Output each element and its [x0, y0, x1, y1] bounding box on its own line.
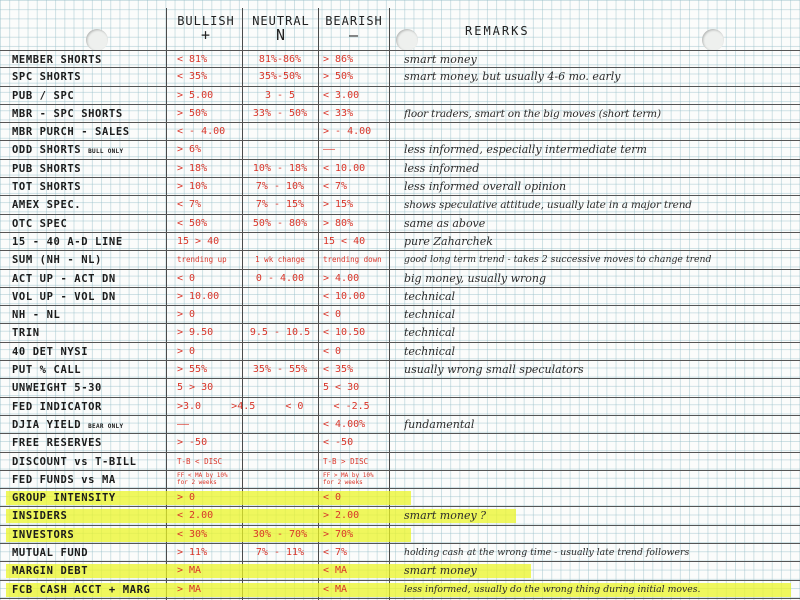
indicator-name: MUTUAL FUND: [12, 547, 89, 560]
table-row: [0, 562, 800, 580]
bearish-header-label: BEARISH: [325, 14, 383, 28]
bullish-header-symbol: +: [200, 26, 212, 44]
indicator-label: [12, 489, 164, 507]
indicator-table: [0, 50, 800, 599]
indicator-label: [12, 581, 164, 599]
table-row: [0, 489, 800, 507]
table-row: [0, 178, 800, 196]
remark-text: smart money, but usually 4-6 mo. early: [404, 70, 621, 84]
indicator-name: NH - NL: [12, 309, 61, 322]
table-row: [0, 141, 800, 159]
bullish-value: 5 > 30: [177, 382, 214, 394]
table-row: [0, 87, 800, 105]
table-row: [0, 251, 800, 269]
bearish-header: [318, 14, 390, 42]
neutral-value: 9.5 - 10.5: [249, 327, 311, 339]
table-row: [0, 398, 800, 416]
indicator-label: [12, 544, 164, 562]
remark-text: [404, 87, 789, 105]
bullish-header: [170, 14, 242, 42]
bearish-value: < 10.00: [323, 162, 366, 174]
indicator-name: 40 DET NYSI: [12, 345, 89, 358]
bullish-value: > 0: [177, 345, 196, 357]
bearish-value: > 4.00: [323, 272, 360, 284]
indicator-name: DJIA YIELD: [12, 418, 82, 431]
bullish-value: FF < MA by 10% for 2 weeks: [177, 471, 228, 486]
indicator-name: TOT SHORTS: [12, 181, 82, 194]
table-row: [0, 50, 800, 68]
indicator-label: [12, 251, 164, 269]
bullish-value: > MA: [177, 565, 202, 577]
bullish-value: trending up: [177, 255, 227, 265]
indicator-name: ODD SHORTS: [12, 144, 82, 157]
table-row: [0, 544, 800, 562]
neutral-value: 50% - 80%: [252, 217, 308, 229]
table-row: [0, 434, 800, 452]
neutral-value: 35%-50%: [258, 71, 302, 83]
bullish-value: < 0: [177, 272, 196, 284]
bullish-value: > 11%: [177, 547, 208, 559]
neutral-value: [244, 233, 316, 251]
table-row: [0, 471, 800, 489]
bullish-value: > 55%: [177, 364, 208, 376]
bearish-value: > 50%: [323, 71, 354, 83]
neutral-value: [244, 507, 316, 525]
remark-text: technical: [404, 308, 456, 322]
bearish-value: FF > MA by 10% for 2 weeks: [323, 471, 374, 486]
table-row: [0, 123, 800, 141]
neutral-value: 7% - 15%: [255, 199, 305, 211]
remarks-header: REMARKS: [465, 24, 530, 38]
remark-text: holding cash at the wrong time - usually late trend followers: [404, 547, 690, 559]
indicator-label: [12, 398, 164, 416]
remark-text: [404, 123, 789, 141]
indicator-name: FED FUNDS vs MA: [12, 473, 116, 486]
bullish-value: T-B < DISC: [177, 456, 223, 466]
bullish-value: > MA: [177, 583, 202, 595]
neutral-value: 0 - 4.00: [255, 272, 305, 284]
indicator-name: PUB / SPC: [12, 89, 75, 102]
bearish-value: trending down: [323, 255, 382, 265]
indicator-name: UNWEIGHT 5-30: [12, 382, 102, 395]
remark-text: usually wrong small speculators: [404, 363, 584, 377]
bearish-value: > 80%: [323, 217, 354, 229]
table-row: [0, 581, 800, 599]
bearish-value: T-B > DISC: [323, 456, 369, 466]
neutral-value: [244, 562, 316, 580]
bullish-value: > 6%: [177, 144, 202, 156]
bearish-header-symbol: –: [348, 26, 360, 44]
bullish-value: > 0: [177, 492, 196, 504]
bearish-value: > 86%: [323, 54, 354, 65]
table-row: [0, 215, 800, 233]
bearish-value: ——: [323, 144, 336, 156]
indicator-label: [12, 160, 164, 178]
neutral-value: [244, 379, 316, 397]
table-row: [0, 233, 800, 251]
neutral-header: [244, 14, 318, 42]
neutral-value: [244, 306, 316, 324]
neutral-value: [244, 453, 316, 471]
remark-text: [404, 434, 789, 452]
indicator-label: [12, 270, 164, 288]
bearish-value: < 3.00: [323, 89, 360, 101]
bearish-value: < 0: [323, 309, 342, 321]
indicator-name: ACT UP - ACT DN: [12, 272, 116, 285]
remark-text: pure Zaharchek: [404, 234, 493, 248]
indicator-label: [12, 306, 164, 324]
neutral-value: 1 wk change: [255, 255, 305, 265]
indicator-label: [12, 123, 164, 141]
neutral-value: 7% - 11%: [255, 547, 305, 559]
indicator-label: [12, 453, 164, 471]
table-row: [0, 379, 800, 397]
bearish-value: > 15%: [323, 199, 354, 211]
neutral-value: [244, 472, 316, 490]
bearish-value: < 7%: [323, 181, 348, 193]
bearish-value: < -50: [323, 437, 354, 449]
bearish-value: < 4.00%: [323, 418, 366, 430]
indicator-name: FREE RESERVES: [12, 437, 102, 450]
bullish-value: > 50%: [177, 107, 208, 119]
neutral-value: [244, 141, 316, 159]
indicator-name: FCB CASH ACCT + MARG: [12, 583, 151, 596]
neutral-value: [244, 416, 316, 434]
table-row: [0, 416, 800, 434]
indicator-name: AMEX SPEC.: [12, 199, 82, 212]
indicator-label: [12, 526, 164, 544]
bullish-value: > 18%: [177, 162, 208, 174]
indicator-qualifier: BULL ONLY: [88, 148, 124, 156]
table-row: [0, 270, 800, 288]
remark-text: big money, usually wrong: [404, 271, 547, 285]
remark-text: [404, 398, 789, 416]
bullish-value: < 2.00: [177, 510, 214, 522]
remark-text: technical: [404, 326, 456, 340]
indicator-name: MBR - SPC SHORTS: [12, 107, 123, 120]
bullish-value: < 50%: [177, 217, 208, 229]
indicator-name: 15 - 40 A-D LINE: [12, 235, 123, 248]
neutral-value: [244, 288, 316, 306]
neutral-value: 33% - 50%: [252, 107, 308, 119]
neutral-value: 3 - 5: [264, 89, 296, 101]
punch-hole-left: [86, 29, 108, 51]
neutral-value: 81%-86%: [258, 54, 302, 65]
bearish-value: 5 < 30: [323, 382, 360, 394]
remark-text: [404, 453, 789, 471]
neutral-value: [244, 581, 316, 599]
bullish-value: > 5.00: [177, 89, 214, 101]
bearish-value: < 10.00: [323, 290, 366, 302]
bearish-value: > - 4.00: [323, 126, 372, 138]
bullish-header-label: BULLISH: [177, 14, 235, 28]
neutral-value: [244, 489, 316, 507]
indicator-label: [12, 562, 164, 580]
remark-text: smart money: [404, 53, 477, 66]
indicator-label: [12, 178, 164, 196]
neutral-value: 7% - 10%: [255, 181, 305, 193]
table-row: [0, 343, 800, 361]
bullish-value: < 35%: [177, 71, 208, 83]
indicator-name: DISCOUNT vs T-BILL: [12, 455, 137, 468]
remark-text: [404, 379, 789, 397]
bearish-value: < 10.50: [323, 327, 366, 339]
table-row: [0, 196, 800, 214]
indicator-label: [12, 68, 164, 86]
neutral-value: [244, 434, 316, 452]
indicator-name: FED INDICATOR: [12, 400, 102, 413]
remark-text: floor traders, smart on the big moves (short term): [404, 107, 661, 120]
indicator-label: [12, 434, 164, 452]
neutral-value: [244, 123, 316, 141]
table-row: [0, 526, 800, 544]
indicator-name: SPC SHORTS: [12, 71, 82, 84]
neutral-value: [244, 343, 316, 361]
indicator-label: [12, 361, 164, 379]
table-row: [0, 453, 800, 471]
table-row: [0, 68, 800, 86]
remark-text: smart money: [404, 564, 477, 578]
indicator-name: PUB SHORTS: [12, 162, 82, 175]
bullish-value: > -50: [177, 437, 208, 449]
indicator-name: MARGIN DEBT: [12, 565, 89, 578]
bearish-value: 15 < 40: [323, 235, 366, 247]
bearish-value: > 70%: [323, 528, 354, 540]
bullish-value: > 9.50: [177, 327, 214, 339]
indicator-qualifier: BEAR ONLY: [88, 422, 124, 430]
indicator-label: [12, 51, 164, 69]
remark-text: technical: [404, 344, 456, 358]
neutral-header-label: NEUTRAL: [252, 14, 310, 28]
remark-text: technical: [404, 289, 456, 303]
punch-hole-middle: [396, 29, 418, 51]
indicator-label: [12, 324, 164, 342]
punch-hole-right: [702, 29, 724, 51]
remark-text: smart money ?: [404, 509, 487, 523]
bullish-value: > 0: [177, 309, 196, 321]
remark-text: [404, 471, 789, 489]
neutral-value: 30% - 70%: [252, 528, 308, 540]
fed-indicator-values: >3.0 >4.5 < 0 < -2.5: [177, 400, 370, 412]
table-row: [0, 105, 800, 123]
indicator-label: [12, 343, 164, 361]
bullish-value: 15 > 40: [177, 235, 220, 247]
bullish-value: < 7%: [177, 199, 202, 211]
bearish-value: < MA: [323, 565, 348, 577]
indicator-name: GROUP INTENSITY: [12, 492, 116, 505]
indicator-name: TRIN: [12, 327, 40, 340]
remark-text: [404, 489, 789, 507]
bullish-value: ——: [177, 418, 190, 430]
remark-text: less informed, usually do the wrong thing during initial moves.: [404, 583, 701, 595]
indicator-name: INVESTORS: [12, 528, 75, 541]
remark-text: [404, 526, 789, 544]
indicator-name: MBR PURCH - SALES: [12, 126, 130, 139]
remark-text: good long term trend - takes 2 successive moves to change trend: [404, 254, 712, 266]
table-row: [0, 361, 800, 379]
table-row: [0, 160, 800, 178]
bearish-value: < 7%: [323, 547, 348, 559]
indicator-label: [12, 141, 164, 159]
indicator-name: INSIDERS: [12, 510, 68, 523]
indicator-name: SUM (NH - NL): [12, 254, 102, 267]
indicator-label: [12, 233, 164, 251]
bearish-value: > 2.00: [323, 510, 360, 522]
bearish-value: < 0: [323, 345, 342, 357]
remark-text: less informed: [404, 161, 480, 175]
indicator-name: MEMBER SHORTS: [12, 54, 102, 66]
indicator-label: [12, 379, 164, 397]
table-row: [0, 324, 800, 342]
indicator-label: [12, 215, 164, 233]
indicator-name: PUT % CALL: [12, 364, 82, 377]
remark-text: shows speculative attitude, usually late in a major trend: [404, 199, 692, 212]
indicator-label: [12, 196, 164, 214]
neutral-value: 35% - 55%: [252, 364, 308, 376]
bearish-value: < MA: [323, 583, 348, 595]
bullish-value: > 10%: [177, 181, 208, 193]
remark-text: less informed, especially intermediate term: [404, 143, 647, 157]
bullish-value: < 81%: [177, 54, 208, 65]
indicator-name: OTC SPEC: [12, 217, 68, 230]
bullish-value: > 10.00: [177, 290, 220, 302]
indicator-label: [12, 288, 164, 306]
bullish-value: < - 4.00: [177, 126, 226, 138]
bearish-value: < 33%: [323, 107, 354, 119]
indicator-label: [12, 105, 164, 123]
table-row: [0, 306, 800, 324]
indicator-label: [12, 87, 164, 105]
remark-text: less informed overall opinion: [404, 180, 567, 194]
remark-text: same as above: [404, 216, 486, 230]
neutral-header-symbol: N: [275, 26, 287, 44]
table-row: [0, 507, 800, 525]
neutral-value: 10% - 18%: [252, 162, 308, 174]
bullish-value: < 30%: [177, 528, 208, 540]
indicator-label: [12, 471, 164, 489]
remark-text: fundamental: [404, 417, 475, 431]
indicator-name: VOL UP - VOL DN: [12, 290, 116, 303]
indicator-label: [12, 416, 164, 434]
bearish-value: < 35%: [323, 364, 354, 376]
bearish-value: < 0: [323, 492, 342, 504]
table-row: [0, 288, 800, 306]
indicator-label: [12, 507, 164, 525]
